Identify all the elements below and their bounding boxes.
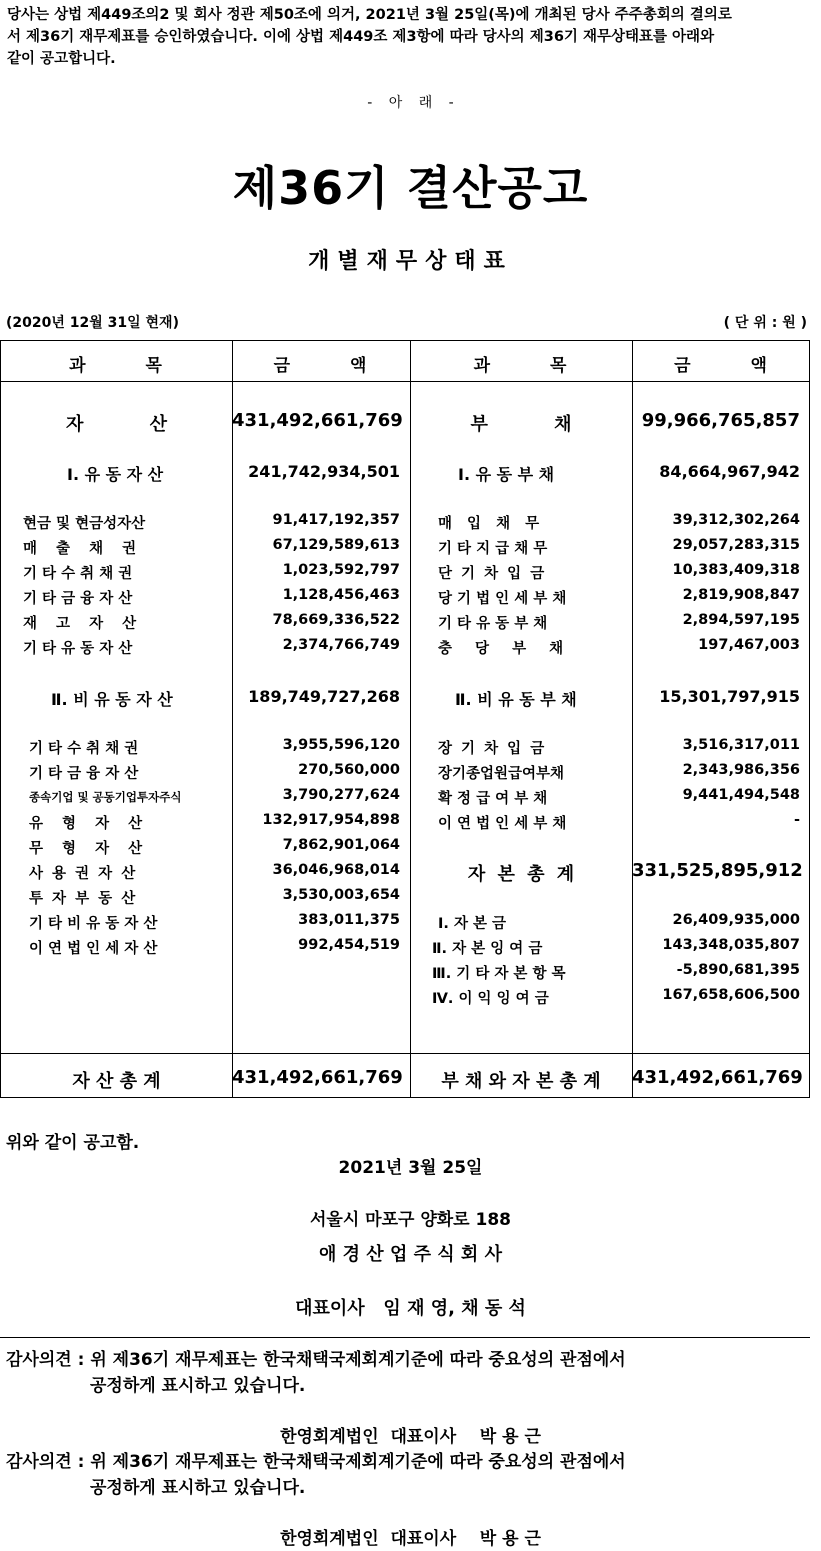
line-item-value: 2,894,597,195 xyxy=(682,612,800,628)
line-item-value: 3,790,277,624 xyxy=(282,787,400,803)
liabilities-value: 99,966,765,857 xyxy=(641,410,800,431)
line-item-value: 1,128,456,463 xyxy=(282,587,400,603)
line-item-label: 단 기 차 입 금 xyxy=(438,566,545,582)
below-marker: - 아 래 - xyxy=(367,95,454,111)
intro-line: 같이 공고합니다. xyxy=(7,51,116,67)
column-divider xyxy=(632,341,633,1097)
line-item-label: 기 타 수 취 채 권 xyxy=(29,741,139,757)
header-item-right: 과 목 xyxy=(473,356,569,376)
line-item-label: 기 타 유 동 부 채 xyxy=(438,616,548,632)
line-item-label: 장기종업원급여부채 xyxy=(438,766,565,782)
intro-paragraph xyxy=(7,4,807,70)
line-item-label: 충 당 부 채 xyxy=(438,641,564,657)
total-equity-label: 자 본 총 계 xyxy=(467,864,575,885)
intro-line: 서 제36기 재무제표를 승인하였습니다. 이에 상법 제449조 제3항에 따라 당사의 제36기 재무상태표를 아래와 xyxy=(7,29,715,45)
line-item-label: 이 연 법 인 세 자 산 xyxy=(29,941,158,957)
noncurrent-liabilities-label: Ⅱ. 비 유 동 부 채 xyxy=(455,690,577,709)
equity-item-value: -5,890,681,395 xyxy=(676,962,800,978)
line-item-label: 유 형 자 산 xyxy=(29,816,143,832)
line-item-label: 매 출 채 권 xyxy=(23,541,137,557)
line-item-label: 재 고 자 산 xyxy=(23,616,137,632)
line-item-label: 기 타 금 융 자 산 xyxy=(29,766,139,782)
equity-item-label: Ⅰ. 자 본 금 xyxy=(438,916,507,932)
equity-item-label: Ⅳ. 이 익 잉 여 금 xyxy=(432,991,549,1007)
header-item-left: 과 목 xyxy=(69,356,164,376)
noncurrent-assets-label: Ⅱ. 비 유 동 자 산 xyxy=(51,690,173,709)
auditor-signature: 한영회계법인 대표이사 박 용 근 xyxy=(280,1427,541,1447)
line-item-value: 1,023,592,797 xyxy=(282,562,400,578)
equity-item-value: 167,658,606,500 xyxy=(662,987,800,1003)
line-item-label: 매 입 채 무 xyxy=(438,516,540,532)
total-equity-value: 331,525,895,912 xyxy=(632,860,803,881)
statement-subtitle: 개별재무상태표 xyxy=(308,249,513,274)
line-item-label: 기 타 비 유 동 자 산 xyxy=(29,916,158,932)
header-divider xyxy=(1,381,809,382)
line-item-label: 당 기 법 인 세 부 채 xyxy=(438,591,567,607)
total-assets-value: 431,492,661,769 xyxy=(232,1067,403,1088)
line-item-value: 39,312,302,264 xyxy=(672,512,800,528)
column-divider xyxy=(410,341,411,1097)
company-name: 애 경 산 업 주 식 회 사 xyxy=(319,1244,502,1265)
line-item-label: 현금 및 현금성자산 xyxy=(23,516,146,532)
total-divider xyxy=(1,1053,809,1054)
announcement-date: 2021년 3월 25일 xyxy=(338,1158,483,1178)
total-liabilities-equity-value: 431,492,661,769 xyxy=(632,1067,803,1088)
line-item-label: 기 타 수 취 채 권 xyxy=(23,566,133,582)
line-item-label: 투 자 부 동 산 xyxy=(29,891,136,907)
line-item-label: 무 형 자 산 xyxy=(29,841,143,857)
equity-item-label: Ⅱ. 자 본 잉 여 금 xyxy=(432,941,543,957)
line-item-value: 29,057,283,315 xyxy=(672,537,800,553)
line-item-label: 이 연 법 인 세 부 채 xyxy=(438,816,567,832)
assets-value: 431,492,661,769 xyxy=(232,410,403,431)
equity-item-value: 143,348,035,807 xyxy=(662,937,800,953)
line-item-value: 383,011,375 xyxy=(298,912,400,928)
line-item-value: 2,343,986,356 xyxy=(682,762,800,778)
balance-sheet-table xyxy=(0,340,810,1098)
closing-statement: 위와 같이 공고함. xyxy=(6,1133,140,1153)
audit-opinion-line: 공정하게 표시하고 있습니다. xyxy=(90,1376,306,1396)
current-assets-value: 241,742,934,501 xyxy=(248,462,400,481)
line-item-value: 992,454,519 xyxy=(298,937,400,953)
ceo-names: 대표이사 임 재 영, 채 동 석 xyxy=(295,1298,526,1319)
current-liabilities-label: Ⅰ. 유 동 부 채 xyxy=(458,465,555,484)
equity-item-value: 26,409,935,000 xyxy=(672,912,800,928)
noncurrent-liabilities-value: 15,301,797,915 xyxy=(659,687,800,706)
page-title: 제36기 결산공고 xyxy=(232,161,589,215)
company-address: 서울시 마포구 양화로 188 xyxy=(309,1210,512,1230)
equity-item-label: Ⅲ. 기 타 자 본 항 목 xyxy=(432,966,566,982)
line-item-value: 197,467,003 xyxy=(698,637,800,653)
line-item-value: 7,862,901,064 xyxy=(282,837,400,853)
intro-line: 당사는 상법 제449조의2 및 회사 정관 제50조에 의거, 2021년 3월 25일(목)에 개최된 당사 주주총회의 결의로 xyxy=(7,7,732,23)
line-item-label: 종속기업 및 공동기업투자주식 xyxy=(29,790,182,804)
as-of-date: (2020년 12월 31일 현재) xyxy=(6,315,179,331)
current-assets-label: Ⅰ. 유 동 자 산 xyxy=(67,465,164,484)
line-item-value: 9,441,494,548 xyxy=(682,787,800,803)
line-item-label: 기 타 지 급 채 무 xyxy=(438,541,548,557)
liabilities-label: 부 채 xyxy=(470,414,572,435)
line-item-value: 3,530,003,654 xyxy=(282,887,400,903)
audit-opinion-line: 감사의견 : 위 제36기 재무제표는 한국채택국제회계기준에 따라 중요성의 관점에서 xyxy=(6,1452,626,1472)
header-amount-right: 금 액 xyxy=(674,356,769,376)
divider xyxy=(0,1337,810,1338)
line-item-label: 확 정 급 여 부 채 xyxy=(438,791,548,807)
audit-opinion-line: 공정하게 표시하고 있습니다. xyxy=(90,1478,306,1498)
line-item-value: 78,669,336,522 xyxy=(272,612,400,628)
audit-opinion-line: 감사의견 : 위 제36기 재무제표는 한국채택국제회계기준에 따라 중요성의 관점에서 xyxy=(6,1350,626,1370)
line-item-value: 3,516,317,011 xyxy=(682,737,800,753)
auditor-signature: 한영회계법인 대표이사 박 용 근 xyxy=(280,1529,541,1549)
line-item-value: 36,046,968,014 xyxy=(272,862,400,878)
line-item-value: 2,374,766,749 xyxy=(282,637,400,653)
line-item-value: 270,560,000 xyxy=(298,762,400,778)
line-item-label: 장 기 차 입 금 xyxy=(438,741,545,757)
line-item-value: 3,955,596,120 xyxy=(282,737,400,753)
unit-label: ( 단 위 : 원 ) xyxy=(723,315,807,331)
line-item-value: 10,383,409,318 xyxy=(672,562,800,578)
line-item-label: 사 용 권 자 산 xyxy=(29,866,136,882)
line-item-value: - xyxy=(793,812,800,828)
line-item-value: 2,819,908,847 xyxy=(682,587,800,603)
total-assets-label: 자 산 총 계 xyxy=(72,1071,161,1092)
noncurrent-assets-value: 189,749,727,268 xyxy=(248,687,400,706)
line-item-value: 91,417,192,357 xyxy=(272,512,400,528)
line-item-label: 기 타 금 융 자 산 xyxy=(23,591,133,607)
line-item-value: 132,917,954,898 xyxy=(262,812,400,828)
total-liabilities-equity-label: 부 채 와 자 본 총 계 xyxy=(441,1071,601,1092)
assets-label: 자 산 xyxy=(65,414,168,435)
line-item-label: 기 타 유 동 자 산 xyxy=(23,641,133,657)
line-item-value: 67,129,589,613 xyxy=(272,537,400,553)
column-divider xyxy=(232,341,233,1097)
header-amount-left: 금 액 xyxy=(273,356,369,376)
current-liabilities-value: 84,664,967,942 xyxy=(659,462,800,481)
